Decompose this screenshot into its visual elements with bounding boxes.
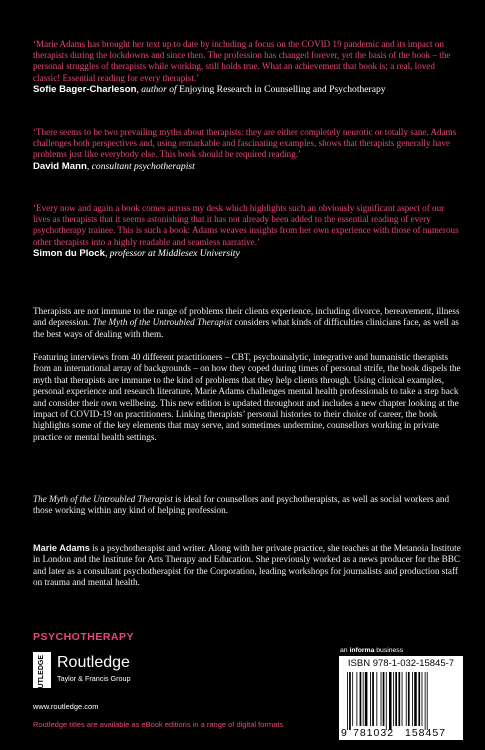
barcode-bar (386, 672, 387, 730)
barcode-bar (422, 672, 423, 726)
description-text: is ideal for counsellors and psychotherapists, as well as social workers and those working within any kind of helping profession. (33, 494, 450, 516)
endorser-name: Simon du Plock (33, 247, 105, 259)
barcode-bar (398, 672, 400, 726)
barcode-bar (363, 672, 364, 726)
author-bio-text: is a psychotherapist and writer. Along with her private practice, she teaches at the Metanoia Institute in London and the Institute for Arts Therapy and Education. She previously worked as a news producer for the BBC and later as a consultant psychotherapist for the Corporation, leading workshops for journalists and production staff on trauma and mental health. (33, 543, 461, 588)
description-text: Therapists are not immune to the range of problems their clients experience, including divorce, bereavement, illness and depression. (33, 306, 460, 328)
category-label: PSYCHOTHERAPY (33, 631, 135, 643)
endorser-role: , professor at Middlesex University (104, 247, 240, 259)
description-text: considers what kinds of difficulties clinicians face, as well as the best ways of dealing with them. (33, 317, 459, 339)
barcode-bar (406, 672, 407, 726)
barcode-bar (352, 672, 353, 726)
barcode-bar (381, 672, 382, 726)
endorser-role: , author of (136, 83, 180, 95)
description-p2 (33, 352, 463, 443)
description-p3 (33, 494, 463, 517)
description-text: Featuring interviews from 40 different practitioners – CBT, psychoanalytic, integrative and humanistic therapists from an international array of backgrounds – on how they coped during times of personal strife, the book dispels the myth that therapists are immune to the kind of problems that they help clients through. Using clinical examples, personal experience and research literature, Marie Adams challenges mental health professionals to take a step back and consider their own wellbeing. This new edition is updated throughout and includes a new chapter looking at the impact of COVID-19 on practitioners. Linking therapists’ personal histories to their choice of career, the book highlights some of the key elements that may serve, and sometimes undermine, counsellors working in private practice or mental health settings. (33, 352, 461, 442)
barcode-bar (370, 672, 371, 726)
barcode-bar (389, 672, 392, 730)
barcode-bar (408, 672, 410, 726)
isbn-barcode: ISBN 978-1-032-15845-7 9 781032 158457 (339, 656, 463, 740)
endorser-name: David Mann (33, 160, 87, 172)
barcode-bar (360, 672, 362, 726)
endorser-book-title: Enjoying Research in Counselling and Psychotherapy (179, 83, 386, 95)
endorsement-attribution (33, 84, 461, 95)
barcode-bar (402, 672, 403, 726)
barcode-bar (372, 672, 374, 726)
barcode-bar (425, 672, 426, 730)
barcode-bar (393, 672, 394, 726)
routledge-logo (33, 652, 183, 699)
barcode-bars (347, 672, 455, 730)
publisher-group: Taylor & Francis Group (57, 674, 131, 683)
barcode-bar (356, 672, 357, 726)
barcode-bar (376, 672, 377, 726)
description-p1 (33, 306, 463, 340)
ebook-note: Routledge titles are available as eBook editions in a range of digital formats (33, 720, 284, 729)
logo-mark-text: ROUTLEDGE (38, 655, 45, 699)
barcode-bar (412, 672, 413, 726)
endorsement-attribution (33, 248, 461, 259)
isbn-label: ISBN 978-1-032-15845-7 (347, 658, 455, 669)
endorsement-2 (33, 127, 461, 172)
publisher-name: Routledge (57, 654, 130, 671)
publisher-url: www.routledge.com (33, 702, 99, 711)
barcode-bar (347, 672, 348, 730)
book-title: The Myth of the Untroubled Therapist (33, 494, 173, 504)
book-title: The Myth of the Untroubled Therapist (92, 317, 233, 328)
author-name: Marie Adams (33, 543, 90, 553)
barcode-bar (414, 672, 417, 726)
author-bio (33, 543, 463, 589)
barcode-bar (418, 672, 420, 726)
barcode-bar (383, 672, 385, 726)
endorsement-1 (33, 39, 461, 95)
endorsement-quote: ‘Every now and again a book comes across my desk which highlights such an obviously significant aspect of our lives as therapists that it seems astonishing that it has not already been added to the essential reading of every psychotherapy trainee. This is such a book: Adams weaves insights from her own experience with those of numerous other therapists into a highly readable and seamless narrative.’ (33, 203, 459, 247)
endorsement-attribution (33, 161, 461, 172)
barcode-bar (349, 672, 351, 730)
endorsement-quote: ‘Marie Adams has brought her text up to date by including a focus on the COVID 19 pandemic and its impact on therapists during the lockdowns and since then. The profession has changed forever, yet the basis of the book – the personal struggles of therapists while working, still holds true. What an achievement that book is; a real, loved classic! Essential reading for every therapist.’ (33, 39, 451, 83)
barcode-bar (395, 672, 397, 726)
informa-business: an informa business (340, 647, 404, 654)
endorsement-3 (33, 203, 461, 259)
endorsement-quote: ‘There seems to be two prevailing myths about therapists: they are either completely neurotic or totally sane. Adams challenges both perspectives and, using remarkable and fascinating examples, shows that therapists generally have problems just like everybody else. This book should be required reading.’ (33, 127, 457, 160)
routledge-logo-mark (33, 652, 51, 699)
barcode-bar (365, 672, 368, 726)
barcode-bar (427, 672, 428, 730)
endorser-role: , consultant psychotherapist (86, 160, 195, 172)
endorser-name: Sofie Bager-Charleson (33, 83, 137, 95)
